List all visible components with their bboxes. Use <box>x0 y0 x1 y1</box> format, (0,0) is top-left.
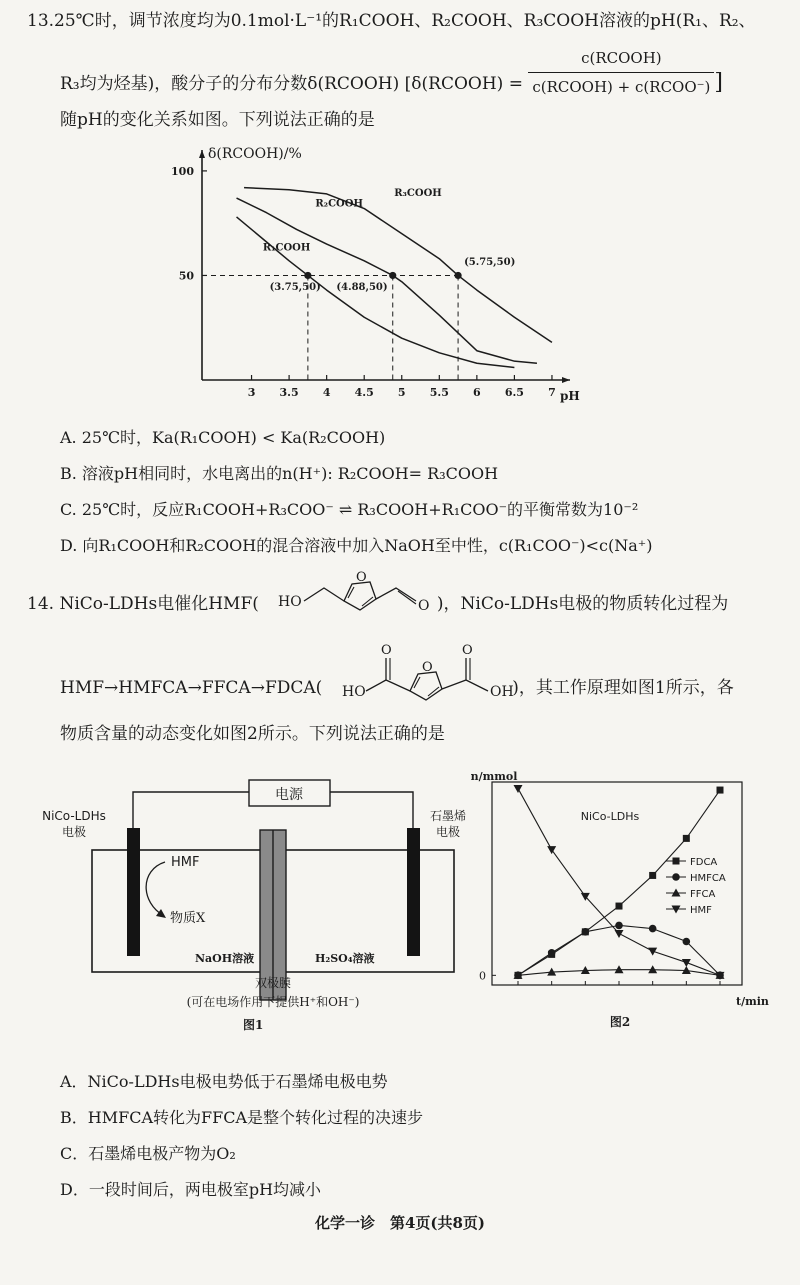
x-tick-label: 4 <box>322 386 331 399</box>
marked-point <box>454 272 461 279</box>
q14-line1: 14. NiCo-LDHs电催化HMF( )，NiCo-LDHs电极的物质转化过程为 <box>27 594 729 614</box>
svg-text:HMF: HMF <box>171 855 200 870</box>
q13-option-b[interactable]: B. 溶液pH相同时，水电离出的n(H⁺): R₂COOH= R₃COOH <box>60 464 499 483</box>
y-axis-label: n/mmol <box>470 770 518 783</box>
svg-text:HO: HO <box>278 594 302 610</box>
y-axis-arrow <box>199 150 205 158</box>
q14-line2: HMF→HMFCA→FFCA→FDCA( )，其工作原理如图1所示，各 <box>60 678 734 698</box>
page-footer: 化学一诊 第4页(共8页) <box>314 1214 486 1232</box>
x-axis-label: pH <box>560 389 580 403</box>
fdca-structure <box>338 638 538 712</box>
marker-inverted-triangle <box>547 846 556 854</box>
q13-option-c[interactable]: C. 25℃时，反应R₁COOH+R₃COO⁻ ⇌ R₃COOH+R₁COO⁻的平衡常数为10⁻² <box>60 500 639 519</box>
svg-text:石墨烯: 石墨烯 <box>429 809 467 823</box>
series-label: R₂COOH <box>315 198 363 210</box>
hmf-structure <box>270 568 460 624</box>
q13-option-d[interactable]: D. 向R₁COOH和R₂COOH的混合溶液中加入NaOH至中性，c(R₁COO⁻)<c(Na⁺) <box>60 536 653 555</box>
x-tick-label: 6 <box>473 386 481 399</box>
x-tick-label: 3 <box>247 386 256 399</box>
marker-circle <box>672 873 680 881</box>
svg-text:物质X: 物质X <box>170 911 206 926</box>
marker-circle <box>548 949 556 957</box>
q13-line2: R₃均为烃基)，酸分子的分布分数δ(RCOOH) [δ(RCOOH) = $\frac{\text{c(RCOOH)}}{\text{c(RCOOH) + c(RCOO⁻)}}$ ] <box>60 44 723 100</box>
fig2-amount-chart <box>470 770 770 1030</box>
x-tick-label: 4.5 <box>354 386 374 399</box>
marker-circle <box>683 938 691 946</box>
fig2-caption: 图2 <box>609 1015 631 1029</box>
svg-text:电源: 电源 <box>275 787 303 803</box>
svg-text:O: O <box>381 643 392 658</box>
x-tick-label: 3.5 <box>279 386 299 399</box>
marked-point <box>389 272 396 279</box>
marker-circle <box>649 925 657 933</box>
q14-option-c[interactable]: C．石墨烯电极产物为O₂ <box>60 1144 236 1163</box>
marked-point <box>304 272 311 279</box>
point-label: (3.75,50) <box>269 282 321 294</box>
x-tick-label: 5.5 <box>429 386 449 399</box>
svg-text:电极: 电极 <box>435 825 461 839</box>
nico-ldhs-electrode <box>127 828 140 956</box>
series-label: R₁COOH <box>262 242 311 254</box>
svg-text:电极: 电极 <box>61 825 87 839</box>
svg-text:NaOH溶液: NaOH溶液 <box>195 952 255 965</box>
svg-text:HO: HO <box>342 684 366 700</box>
q14-option-a[interactable]: A．NiCo-LDHs电极电势低于石墨烯电极电势 <box>60 1072 388 1091</box>
x-tick-label: 6.5 <box>504 386 524 399</box>
x-tick-label: 7 <box>548 386 556 399</box>
marker-inverted-triangle <box>514 785 523 793</box>
svg-text:O: O <box>462 643 473 658</box>
svg-text:O: O <box>356 570 367 585</box>
legend-label: FFCA <box>690 889 716 900</box>
marker-inverted-triangle <box>682 959 691 967</box>
marker-square <box>717 787 724 794</box>
marker-square <box>683 835 690 842</box>
marker-square <box>673 858 680 865</box>
point-label: (5.75,50) <box>464 257 516 268</box>
svg-text:(可在电场作用下提供H⁺和OH⁻): (可在电场作用下提供H⁺和OH⁻) <box>186 995 360 1009</box>
marker-inverted-triangle <box>615 930 624 938</box>
q13-distribution-chart <box>150 140 590 410</box>
chart-title: NiCo-LDHs <box>580 810 640 823</box>
x-axis-label: t/min <box>736 995 769 1008</box>
marker-square <box>649 872 656 879</box>
legend-label: FDCA <box>690 857 718 868</box>
svg-text:NiCo-LDHs: NiCo-LDHs <box>42 809 106 823</box>
y-tick-label: 50 <box>178 269 194 283</box>
marker-circle <box>582 928 590 936</box>
fig1-electrolysis-cell <box>40 770 480 1045</box>
svg-text:H₂SO₄溶液: H₂SO₄溶液 <box>315 952 375 965</box>
svg-text:图1: 图1 <box>243 1018 264 1032</box>
marker-square <box>616 903 623 910</box>
distribution-fraction: $\frac{\text{c(RCOOH)}}{\text{c(RCOOH) + c(RCOO⁻)}}$ <box>528 46 714 99</box>
q14-option-b[interactable]: B．HMFCA转化为FFCA是整个转化过程的决速步 <box>60 1108 423 1127</box>
series-label: R₃COOH <box>394 188 442 199</box>
q14-option-d[interactable]: D．一段时间后，两电极室pH均减小 <box>60 1180 322 1199</box>
graphene-electrode <box>407 828 420 956</box>
svg-text:O: O <box>422 660 433 675</box>
y-tick-label: 100 <box>171 164 194 178</box>
svg-text:双极膜: 双极膜 <box>254 976 292 990</box>
y-axis-label: δ(RCOOH)/% <box>208 146 302 162</box>
marker-circle <box>615 922 623 930</box>
x-axis-arrow <box>562 377 570 383</box>
svg-text:O: O <box>418 598 430 614</box>
q13-line1: 13.25℃时，调节浓度均为0.1mol·L⁻¹的R₁COOH、R₂COOH、R₃COOH溶液的pH(R₁、R₂、 <box>27 11 756 31</box>
legend-label: HMF <box>690 905 712 916</box>
x-tick-label: 5 <box>397 386 406 399</box>
zero-label: 0 <box>479 969 486 983</box>
svg-text:OH: OH <box>490 684 514 700</box>
q13-line3: 随pH的变化关系如图。下列说法正确的是 <box>60 110 375 130</box>
point-label: (4.88,50) <box>336 282 388 294</box>
q13-option-a[interactable]: A. 25℃时，Ka(R₁COOH) < Ka(R₂COOH) <box>60 428 386 447</box>
q14-line3: 物质含量的动态变化如图2所示。下列说法正确的是 <box>60 724 445 744</box>
legend-label: HMFCA <box>690 873 726 884</box>
